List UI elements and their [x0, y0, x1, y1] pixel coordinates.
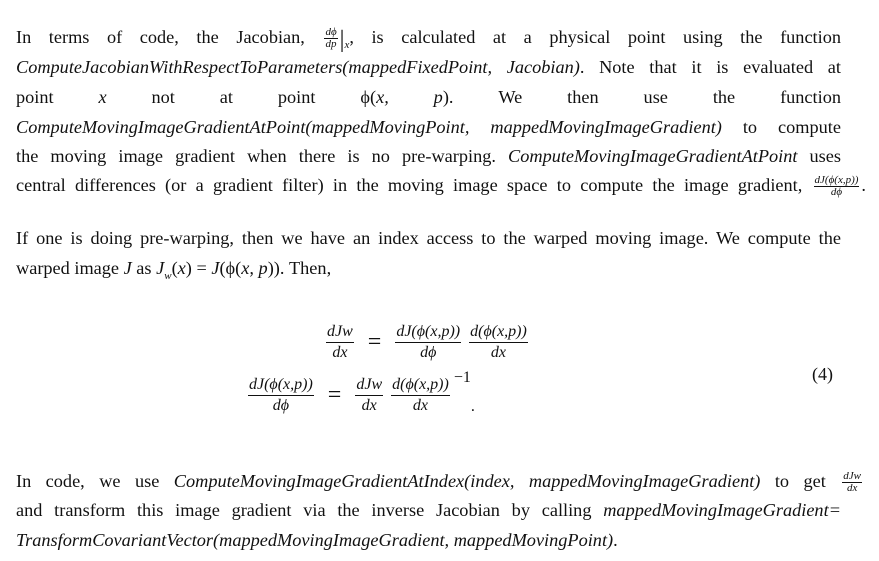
text-run: x, p	[241, 258, 268, 278]
fraction: dJw dx	[327, 323, 353, 361]
text-run: warped image	[16, 258, 124, 278]
text-line	[16, 257, 841, 287]
text-run: ). We then use the function	[442, 87, 841, 107]
text-run: . Note that it is evaluated at	[579, 57, 841, 77]
text-run: ComputeJacobianWithRespectToParameters(mappedFixedPoint, Jacobian)	[16, 57, 580, 77]
text-line	[16, 529, 841, 551]
denominator: dx	[846, 482, 858, 495]
equation-line-2	[244, 369, 475, 416]
inline-fraction	[842, 471, 862, 494]
text-line	[16, 499, 841, 521]
text-run: uses	[797, 146, 842, 166]
exponent: −1	[453, 369, 471, 386]
text-run: ComputeMovingImageGradientAtPoint(mappedMovingPoint, mappedMovingImageGradient)	[16, 117, 722, 137]
fraction: $\frac{dJ(\phi(x,p))}{d\phi}$	[396, 323, 461, 361]
equals-sign: =	[367, 329, 382, 355]
text-run: ComputeMovingImageGradientAtIndex(index, mappedMovingImageGradient)	[173, 471, 761, 491]
text-run: the moving image gradient when there is no pre-warping.	[16, 146, 509, 166]
subscript: w	[164, 270, 172, 282]
fraction: d(ϕ(x,p)) dx	[392, 376, 449, 414]
denominator: dp	[325, 38, 337, 51]
text-run: ) =	[185, 258, 212, 278]
text-run: J	[123, 258, 132, 278]
text-run: to get	[760, 471, 841, 491]
numerator: dϕ	[325, 26, 337, 39]
denominator: dϕ	[830, 186, 843, 199]
text-line	[16, 116, 841, 138]
text-line	[16, 174, 866, 198]
text-run: In code, we use	[16, 471, 174, 491]
text-run: TransformCovariantVector(mappedMovingImageGradient, mappedMovingPoint)	[16, 530, 614, 550]
fraction: dJw dx	[356, 376, 383, 414]
inline-fraction	[814, 175, 860, 198]
equation-number: (4)	[812, 364, 833, 384]
subscript: x	[344, 39, 350, 51]
equation-line-1	[322, 322, 532, 363]
text-line	[16, 227, 841, 249]
text-run: as	[131, 258, 157, 278]
period: .	[470, 397, 475, 415]
text-run: to compute	[721, 117, 841, 137]
text-run: If one is doing pre-warping, then we have an index access to the warped moving image. We compute the	[16, 228, 841, 248]
text-run: point	[16, 87, 99, 107]
inline-fraction	[324, 27, 337, 50]
bar-glyph: |	[339, 26, 345, 53]
text-run: )). Then,	[267, 258, 332, 278]
fraction: $\frac{dJ(\phi(x,p))}{d\phi}$	[249, 376, 313, 414]
text-run: x, p	[376, 87, 443, 107]
fraction: d(ϕ(x,p)) dx	[470, 323, 527, 361]
numerator: dJw	[843, 470, 861, 483]
text-line	[16, 470, 864, 494]
text-run: (ϕ(	[219, 258, 242, 278]
text-run: and transform this image gradient via the inverse Jacobian by calling	[16, 500, 604, 520]
text-line	[16, 145, 841, 167]
text-run: x	[98, 87, 107, 107]
text-run: (	[171, 258, 178, 278]
text-line	[16, 86, 841, 108]
text-run: In terms of code, the Jacobian,	[16, 27, 323, 47]
text-run: x	[177, 258, 186, 278]
text-run: .	[861, 175, 866, 195]
text-run: not at point ϕ(	[106, 87, 377, 107]
text-run: J	[156, 258, 165, 278]
text-run: mappedMovingImageGradient=	[603, 500, 841, 520]
text-line	[16, 56, 841, 78]
text-run: ComputeMovingImageGradientAtPoint	[508, 146, 798, 166]
text-line	[16, 26, 841, 56]
text-run: , is calculated at a physical point using the function	[349, 27, 842, 47]
text-run: central differences (or a gradient filter) in the moving image space to compute the image gradient,	[16, 175, 812, 195]
text-run: .	[613, 530, 618, 550]
text-run: J	[211, 258, 220, 278]
equals-sign: =	[327, 382, 342, 408]
numerator: dJ(ϕ(x,p))	[814, 174, 859, 187]
